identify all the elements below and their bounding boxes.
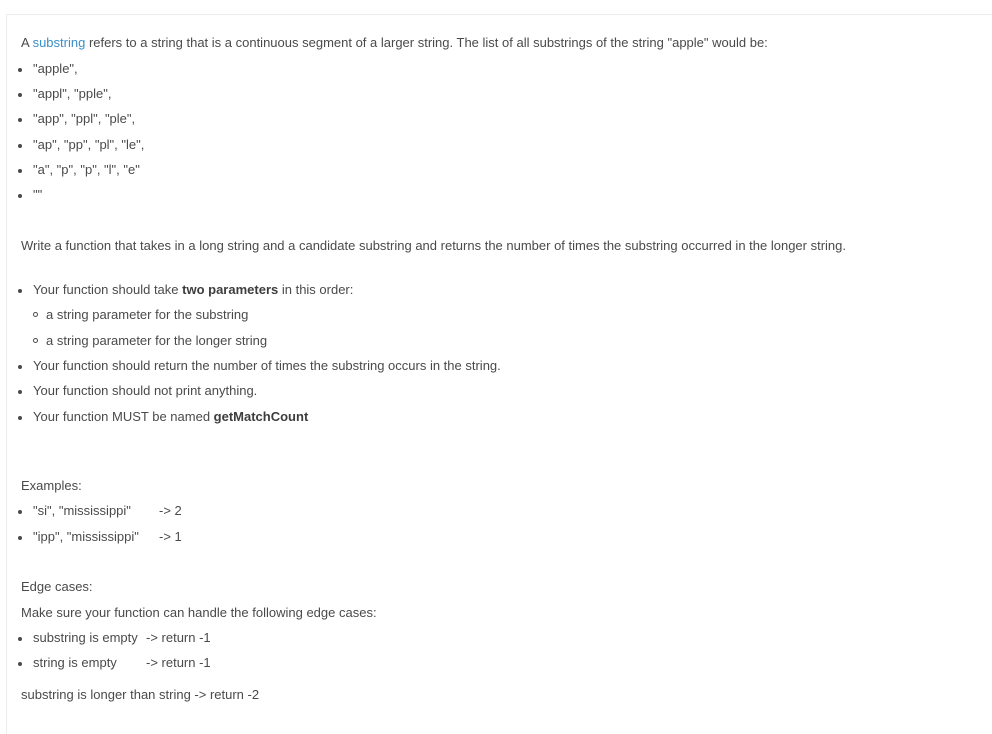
- bullet-icon: [18, 510, 22, 514]
- bullet-icon: [18, 536, 22, 540]
- edge-cases-intro: Make sure your function can handle the following edge cases:: [21, 605, 377, 620]
- circle-bullet-icon: [33, 312, 38, 317]
- bullet-icon: [18, 118, 22, 122]
- example-output: -> 1: [159, 529, 182, 544]
- requirement-param1: a string parameter for the substring: [46, 307, 249, 322]
- bullet-icon: [18, 662, 22, 666]
- bullet-icon: [18, 93, 22, 97]
- intro-prefix: A: [21, 35, 33, 50]
- edge-case: substring is empty: [33, 630, 138, 645]
- edge-cases-heading: Edge cases:: [21, 579, 93, 594]
- content-panel: [6, 14, 992, 734]
- bullet-icon: [18, 144, 22, 148]
- substring-link[interactable]: substring: [32, 35, 86, 50]
- params-suffix: in this order:: [278, 282, 354, 297]
- intro-paragraph: [21, 35, 768, 51]
- bullet-icon: [18, 390, 22, 394]
- requirement-param2: a string parameter for the longer string: [46, 333, 268, 348]
- edge-case-result: -> return -1: [146, 630, 211, 645]
- example-input: "ipp", "mississippi": [33, 529, 139, 544]
- bullet-icon: [18, 365, 22, 369]
- list-item: "ap", "pp", "pl", "le",: [33, 137, 145, 152]
- requirement-params: [33, 282, 353, 298]
- requirement-print: Your function should not print anything.: [33, 383, 258, 398]
- example-output: -> 2: [159, 503, 182, 518]
- bullet-icon: [18, 416, 22, 420]
- bullet-icon: [18, 289, 22, 293]
- params-bold: two parameters: [182, 282, 279, 297]
- bullet-icon: [18, 68, 22, 72]
- requirement-name: [33, 409, 308, 425]
- list-item: "apple",: [33, 61, 78, 76]
- list-item: "appl", "pple",: [33, 86, 112, 101]
- bullet-icon: [18, 194, 22, 198]
- edge-case-result: -> return -1: [146, 655, 211, 670]
- intro-suffix: refers to a string that is a continuous segment of a larger string. The list of all substrings of the string "apple" would be:: [85, 35, 768, 50]
- function-name: getMatchCount: [213, 409, 309, 424]
- list-item: "app", "ppl", "ple",: [33, 111, 136, 126]
- task-description: Write a function that takes in a long string and a candidate substring and returns the number of times the substring occurred in the longer string.: [21, 238, 846, 253]
- requirement-return: Your function should return the number of times the substring occurs in the string.: [33, 358, 501, 373]
- name-prefix: Your function MUST be named: [33, 409, 214, 424]
- edge-case-longer: substring is longer than string -> return -2: [21, 687, 260, 702]
- list-item: "a", "p", "p", "l", "e": [33, 162, 140, 177]
- examples-heading: Examples:: [21, 478, 82, 493]
- params-prefix: Your function should take: [33, 282, 183, 297]
- example-input: "si", "mississippi": [33, 503, 131, 518]
- bullet-icon: [18, 637, 22, 641]
- edge-case: string is empty: [33, 655, 117, 670]
- list-item: "": [33, 187, 43, 202]
- bullet-icon: [18, 169, 22, 173]
- circle-bullet-icon: [33, 338, 38, 343]
